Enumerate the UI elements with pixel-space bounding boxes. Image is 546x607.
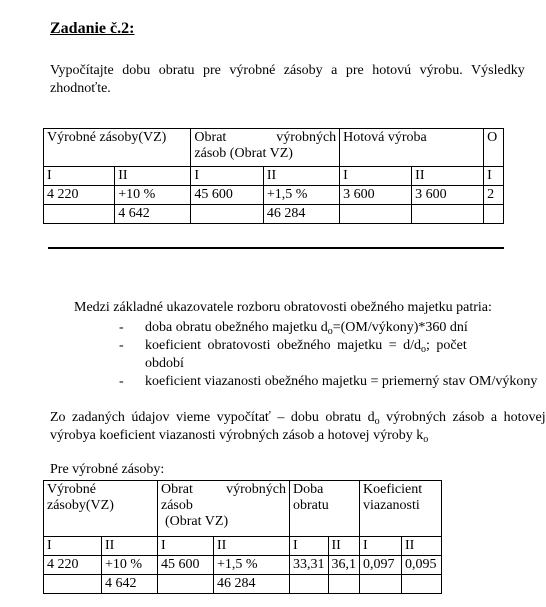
table-row: [44, 186, 504, 205]
bullet-item-2-line2: období: [145, 356, 184, 371]
header-obrat-line3: (Obrat VZ): [165, 514, 229, 529]
header-koef-line2: viazanosti: [363, 498, 420, 513]
header-vz-line2: zásoby(VZ): [47, 498, 114, 513]
table-cell: [44, 575, 102, 594]
table-cell: 45 600: [158, 556, 214, 575]
header-cut-off: O: [484, 129, 504, 167]
bullet-item-1: [145, 320, 468, 336]
paragraph-line2: [50, 428, 428, 444]
table-cell: [360, 575, 402, 594]
subheader-cell: I: [290, 537, 329, 556]
table-row: [44, 556, 442, 575]
table2-caption: Pre výrobné zásoby:: [50, 462, 165, 477]
bullet-2-rest: ; počet: [426, 338, 467, 353]
table-subheader-row: [44, 167, 504, 186]
table-subheader-row: [44, 537, 442, 556]
table-cell: +10 %: [102, 556, 158, 575]
header-koef-line1: Koeficient: [363, 482, 423, 497]
header-koeficient-viazanosti: [360, 481, 442, 537]
header-obrat-line2: zásob (Obrat VZ): [194, 146, 293, 161]
bullet-2-text: koeficient obratovosti obežného majetku = d/d: [145, 338, 421, 353]
header-vz: Výrobné zásoby(VZ): [44, 129, 191, 167]
header-doba-obratu: [290, 481, 360, 537]
header-doba-line1: Doba: [293, 482, 324, 497]
table-cell: 0,097: [360, 556, 402, 575]
bullet-mark: -: [119, 338, 124, 353]
bullet-mark: -: [119, 374, 124, 389]
table-cell: [484, 205, 504, 224]
subheader-cell: I: [44, 167, 115, 186]
table-cell: 3 600: [340, 186, 412, 205]
table-cell: 2: [484, 186, 504, 205]
production-stock-table: [43, 480, 442, 594]
paragraph-line1-text: Zo zadaných údajov vieme vypočítať – dobu obratu d: [50, 410, 375, 425]
table-cell: [340, 205, 412, 224]
paragraph-intro: Medzi základné ukazovatele rozboru obratovosti obežného majetku patria:: [74, 300, 492, 315]
table-cell: 36,1: [328, 556, 360, 575]
subheader-cell: I: [360, 537, 402, 556]
table-cell: 0,095: [402, 556, 442, 575]
table-cell: [328, 575, 360, 594]
header-obrat-word1: Obrat: [194, 130, 227, 145]
bullet-1-sub: o: [327, 326, 333, 337]
subheader-cell: II: [412, 167, 484, 186]
paragraph-line2-text: výrobya koeficient viazanosti výrobných zásob a hotovej výroby k: [50, 428, 424, 443]
header-obrat-word2: výrobných: [276, 130, 337, 145]
section-divider: [48, 247, 504, 249]
subheader-cell: II: [115, 167, 191, 186]
table-cell: 4 220: [44, 186, 115, 205]
table-cell: 46 284: [214, 575, 290, 594]
header-obrat-word2: výrobných: [226, 482, 286, 497]
table-cell: [412, 205, 484, 224]
paragraph-line1-sub: o: [374, 416, 380, 427]
assignment-heading: Zadanie č.2:: [50, 20, 135, 37]
header-vz: [44, 481, 158, 537]
subheader-cell: I: [484, 167, 504, 186]
bullet-2-sub: o: [421, 344, 426, 355]
table-header-row: [44, 129, 504, 167]
subheader-cell: I: [340, 167, 412, 186]
paragraph-line1-rest: výrobných zásob a hotovej: [379, 410, 546, 425]
subheader-cell: II: [328, 537, 360, 556]
paragraph-line2-sub: o: [423, 434, 429, 445]
table-cell: [191, 205, 263, 224]
bullet-1-text: doba obratu obežného majetku d: [145, 320, 328, 335]
header-vz-line1: Výrobné: [47, 482, 96, 497]
bullet-item-2: [145, 338, 467, 354]
table-cell: 4 642: [102, 575, 158, 594]
subheader-cell: I: [191, 167, 263, 186]
bullet-1-rest: =(OM/výkony)*360 dní: [332, 320, 468, 335]
bullet-mark: -: [119, 320, 124, 335]
header-obrat-vz: [158, 481, 290, 537]
table-cell: +1,5 %: [263, 186, 339, 205]
table-cell: 4 642: [115, 205, 191, 224]
header-obrat-vz: [191, 129, 340, 167]
subheader-cell: I: [44, 537, 102, 556]
inventory-table: [43, 128, 504, 224]
subheader-cell: II: [102, 537, 158, 556]
task-text: [50, 62, 525, 98]
bullet-item-3: koeficient viazanosti obežného majetku = priemerný stav OM/výkony: [145, 374, 538, 389]
table-cell: 3 600: [412, 186, 484, 205]
subheader-cell: II: [402, 537, 442, 556]
table-cell: [158, 575, 214, 594]
subheader-cell: II: [214, 537, 290, 556]
table-cell: 33,31: [290, 556, 329, 575]
task-text-line2: zhodnoťte.: [50, 81, 111, 96]
header-obrat-word1: Obrat: [161, 482, 193, 497]
table-header-row: [44, 481, 442, 537]
table-row: [44, 205, 504, 224]
subheader-cell: I: [158, 537, 214, 556]
table-cell: [402, 575, 442, 594]
table-cell: 46 284: [263, 205, 339, 224]
table-row: [44, 575, 442, 594]
subheader-cell: II: [263, 167, 339, 186]
paragraph-line1: [50, 410, 546, 426]
header-obrat-line2: zásob: [161, 498, 193, 513]
table-cell: +1,5 %: [214, 556, 290, 575]
table-cell: 4 220: [44, 556, 102, 575]
header-doba-line2: obratu: [293, 498, 329, 513]
table-cell: +10 %: [115, 186, 191, 205]
header-hotova-vyroba: Hotová výroba: [340, 129, 484, 167]
table-cell: [290, 575, 329, 594]
table-cell: [44, 205, 115, 224]
task-text-line1: Vypočítajte dobu obratu pre výrobné zásoby a pre hotovú výrobu. Výsledky: [50, 63, 525, 78]
table-cell: 45 600: [191, 186, 263, 205]
